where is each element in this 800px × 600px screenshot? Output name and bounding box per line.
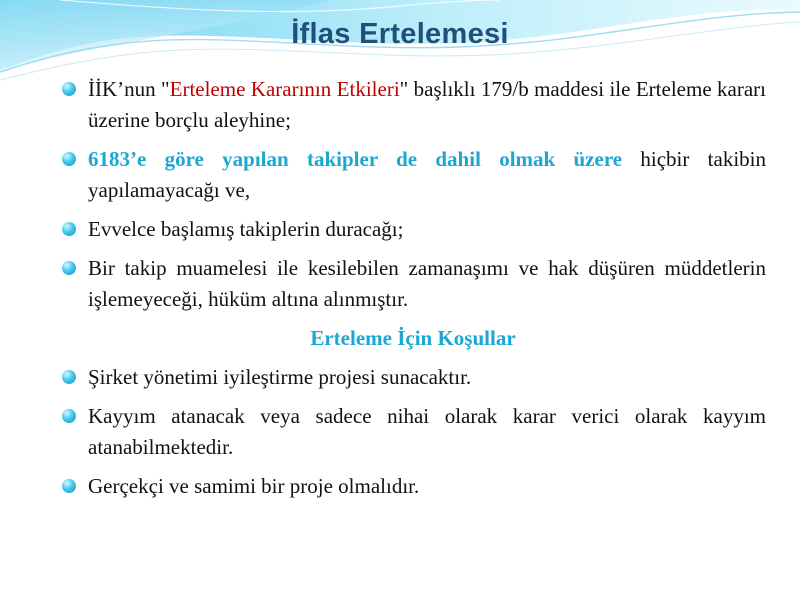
item-highlight-cyan: 6183’e göre yapılan takipler de dahil olmak üzere bbox=[88, 147, 623, 171]
item-text: Kayyım atanacak veya sadece nihai olarak karar verici olarak kayyım atanabilmektedir. bbox=[88, 404, 766, 459]
subheading: Erteleme İçin Koşullar bbox=[310, 326, 516, 350]
list-item bbox=[60, 253, 766, 315]
item-text: Şirket yönetimi iyileştirme projesi sunacaktır. bbox=[88, 365, 472, 389]
item-text: Gerçekçi ve samimi bir proje olmalıdır. bbox=[88, 474, 420, 498]
item-text: hiçbir takibin yapılamayacağı ve, bbox=[88, 147, 766, 202]
list-item bbox=[60, 401, 766, 463]
item-text: Bir takip muamelesi ile kesilebilen zamanaşımı ve hak düşüren müddetlerin işlemeyeceği, hüküm altına alınmıştır. bbox=[88, 256, 766, 311]
list-item bbox=[60, 471, 766, 502]
item-highlight-red: Erteleme Kararının Etkileri bbox=[169, 77, 400, 101]
slide-title: İflas Ertelemesi bbox=[291, 18, 509, 50]
bullet-icon bbox=[62, 261, 76, 275]
bullet-icon bbox=[62, 222, 76, 236]
item-text: " başlıklı 179/b maddesi ile Erteleme kararı üzerine borçlu aleyhine; bbox=[88, 77, 767, 132]
list-item bbox=[60, 362, 766, 393]
bullet-icon bbox=[62, 82, 76, 96]
bullet-icon bbox=[62, 152, 76, 166]
list-item bbox=[60, 214, 766, 245]
list-item bbox=[60, 74, 766, 136]
slide-content bbox=[60, 74, 766, 510]
bullet-icon bbox=[62, 409, 76, 423]
list-item bbox=[60, 144, 766, 206]
item-text: Evvelce başlamış takiplerin duracağı; bbox=[88, 217, 404, 241]
bullet-icon bbox=[62, 479, 76, 493]
bullet-icon bbox=[62, 370, 76, 384]
item-text: İİK’nun " bbox=[88, 77, 170, 101]
